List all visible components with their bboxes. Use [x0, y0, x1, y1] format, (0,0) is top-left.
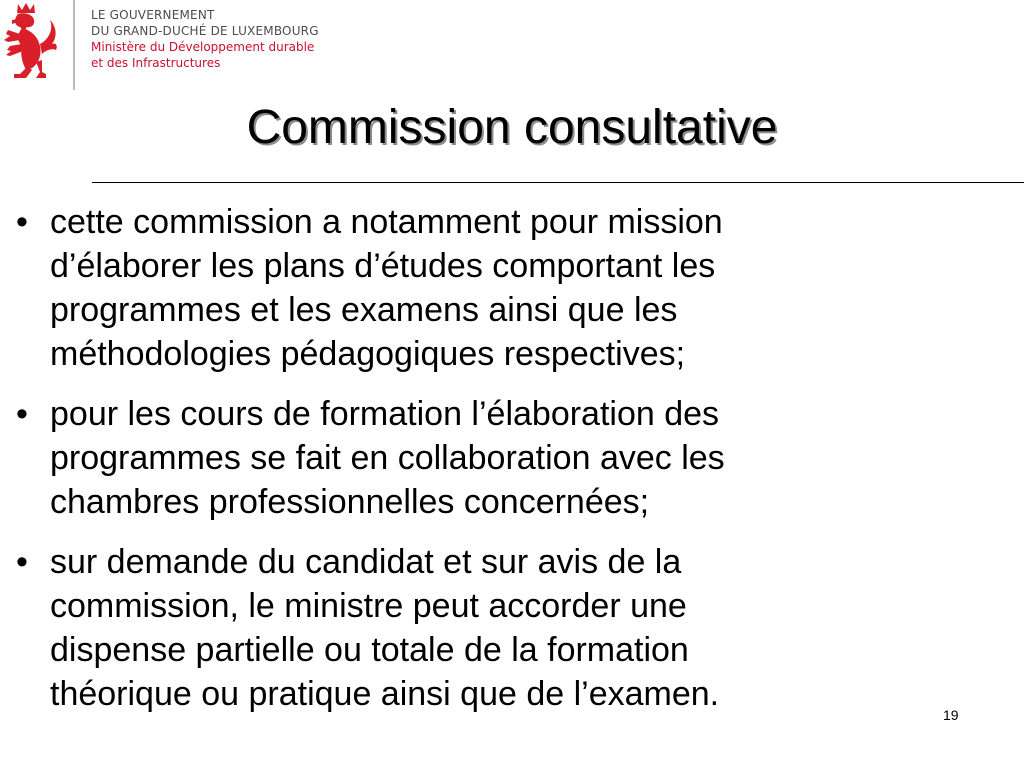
government-name-line-2: DU GRAND-DUCHÉ DE LUXEMBOURG	[91, 24, 319, 38]
bullet-2-line-3: chambres professionnelles concernées;	[50, 483, 650, 521]
ministry-name-line-1: Ministère du Développement durable	[91, 40, 315, 54]
bullet-item-2	[0, 392, 970, 524]
bullet-3-line-3: dispense partielle ou totale de la formation	[50, 631, 689, 669]
bullet-1-line-1: cette commission a notamment pour mission	[50, 203, 723, 241]
bullet-2-line-1: pour les cours de formation l’élaboration des	[50, 395, 720, 433]
bullet-1-line-4: méthodologies pédagogiques respectives;	[50, 335, 686, 373]
bullet-item-1	[0, 200, 970, 376]
logo-divider	[73, 0, 75, 90]
bullet-1-line-3: programmes et les examens ainsi que les	[50, 291, 678, 329]
bullet-2-line-2: programmes se fait en collaboration avec les	[50, 439, 725, 477]
bullet-3-line-2: commission, le ministre peut accorder une	[50, 587, 687, 625]
bullet-item-3	[0, 540, 970, 716]
red-lion-icon	[0, 0, 60, 82]
title-divider	[92, 182, 1024, 183]
government-name-line-1: LE GOUVERNEMENT	[91, 8, 215, 22]
bullet-marker: •	[16, 395, 28, 433]
bullet-1-line-2: d’élaborer les plans d’études comportant les	[50, 247, 716, 285]
bullet-marker: •	[16, 543, 28, 581]
bullet-3-line-1: sur demande du candidat et sur avis de la	[50, 543, 682, 581]
bullet-marker: •	[16, 203, 28, 241]
page-number: 19	[943, 707, 959, 723]
ministry-name-line-2: et des Infrastructures	[91, 56, 221, 70]
organisation-block	[91, 7, 319, 71]
bullet-3-line-4: théorique ou pratique ainsi que de l’examen.	[50, 675, 720, 713]
slide-title: Commission consultative	[246, 101, 778, 154]
bullet-list	[0, 200, 1024, 732]
